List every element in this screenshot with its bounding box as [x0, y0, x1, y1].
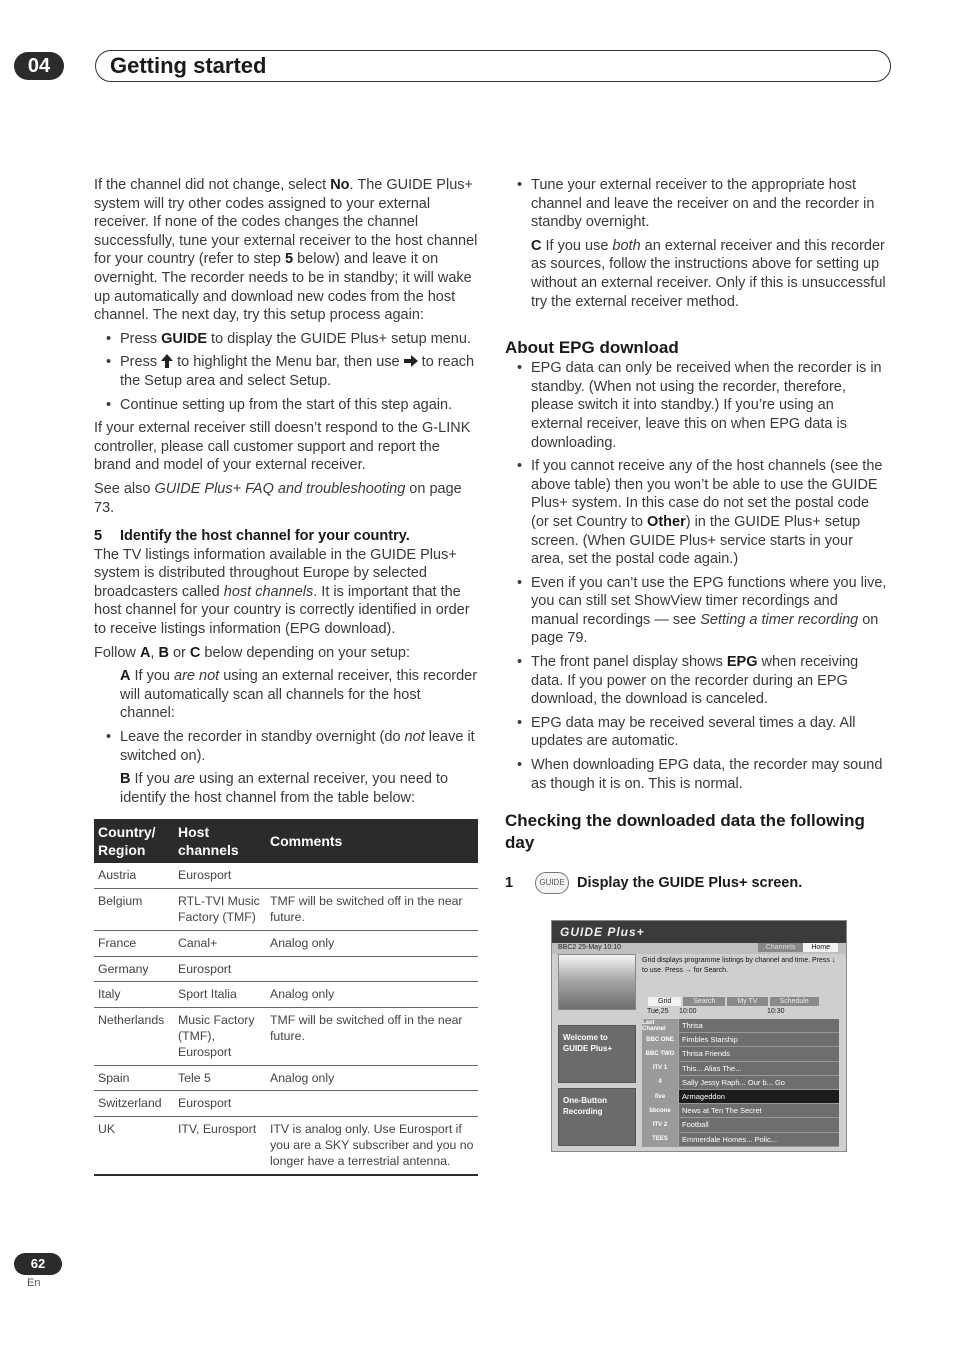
step-1-text: Display the GUIDE Plus+ screen.	[577, 874, 803, 891]
programme-cell[interactable]: Emmerdale Homes... Polic...	[678, 1133, 839, 1146]
listing-row[interactable]	[642, 1033, 839, 1047]
table-cell: RTL-TVI Music Factory (TMF)	[174, 889, 266, 931]
programme-cell[interactable]: News at Ten The Secret	[678, 1104, 839, 1117]
list-item: • Even if you can’t use the EPG functions where you live, you can still set ShowView timer recordings and manual recordings — see Setting a timer recording on page 79.	[505, 574, 889, 648]
column-header-comments: Comments	[266, 819, 478, 863]
listing-row[interactable]	[642, 1019, 839, 1033]
listings-grid	[642, 1019, 839, 1147]
table-cell: UK	[94, 1117, 174, 1175]
table-cell: TMF will be switched off in the near future.	[266, 1008, 478, 1065]
list-item: • Press to highlight the Menu bar, then use to reach the Setup area and select Setup.	[94, 353, 478, 390]
list-item: • Press GUIDE to display the GUIDE Plus+ setup menu.	[94, 330, 478, 349]
table-cell	[266, 1091, 478, 1117]
channel-info: BBC2 25-May 10:10	[558, 944, 622, 951]
table-row	[94, 1008, 478, 1065]
option-c: C If you use both an external receiver and this recorder as sources, follow the instructions above for setting up without an external receiver. Only if this is unsuccessful try the external receiver method.	[531, 237, 886, 310]
table-cell	[266, 956, 478, 982]
screenshot-top-tabs	[758, 943, 838, 952]
tab-schedule[interactable]: Schedule	[770, 997, 819, 1006]
right-column	[505, 176, 889, 894]
table-cell: ITV, Eurosport	[174, 1117, 266, 1175]
listing-row[interactable]	[642, 1090, 839, 1104]
table-cell	[266, 863, 478, 888]
table-cell: TMF will be switched off in the near future.	[266, 889, 478, 931]
table-cell: Music Factory (TMF), Eurosport	[174, 1008, 266, 1065]
chapter-number: 04	[14, 52, 64, 80]
option-b: B If you are using an external receiver, you need to identify the host channel from the table below:	[120, 771, 449, 806]
channel-logo: five	[642, 1090, 678, 1103]
tab-home[interactable]: Home	[803, 943, 838, 952]
listing-row[interactable]	[642, 1062, 839, 1076]
table-cell: Belgium	[94, 889, 174, 931]
list-item: • If you cannot receive any of the host channels (see the above table) then you won’t be able to use the GUIDE Plus+ system. In this case do not set the postal code (or set Country to Other) in the GUIDE Plus+ setup screen. (When GUIDE Plus+ service starts in your area, set the postal code again.)	[505, 457, 889, 569]
epg-download-heading: About EPG download	[505, 338, 679, 358]
list-item: • The front panel display shows EPG when receiving data. If you power on the recorder during an EPG download, the download is canceled.	[505, 653, 889, 709]
table-cell: ITV is analog only. Use Eurosport if you are a SKY subscriber and you no longer have a terrestrial antenna.	[266, 1117, 478, 1175]
listing-row[interactable]	[642, 1104, 839, 1118]
option-a: A If you are not using an external receiver, this recorder will automatically scan all channels for the host channel:	[120, 668, 478, 722]
page-number: 62	[14, 1253, 62, 1275]
checking-data-heading: Checking the downloaded data the following day	[505, 811, 865, 853]
table-row	[94, 930, 478, 956]
list-item: • When downloading EPG data, the recorder may sound as though it is on. This is normal.	[505, 756, 889, 793]
programme-cell[interactable]: Fimbles Starship	[678, 1033, 839, 1046]
help-text: Grid displays programme listings by channel and time. Press ↓ to use. Press → for Search.	[642, 957, 836, 974]
listing-row[interactable]	[642, 1076, 839, 1090]
listing-row[interactable]	[642, 1047, 839, 1061]
time-header: Tue,25 10:00 10:30	[647, 1008, 785, 1015]
list-item: • Continue setting up from the start of this step again.	[94, 396, 478, 415]
table-cell: Tele 5	[174, 1065, 266, 1091]
table-row	[94, 863, 478, 888]
tab-search[interactable]: Search	[683, 997, 725, 1006]
left-column	[94, 176, 478, 1176]
table-cell: Switzerland	[94, 1091, 174, 1117]
table-cell: Canal+	[174, 930, 266, 956]
guide-plus-logo: GUIDE Plus+	[560, 925, 645, 939]
host-channels-table	[94, 819, 478, 1175]
channel-logo: Last Channel	[642, 1019, 678, 1032]
programme-cell[interactable]: Thrisa	[678, 1019, 839, 1032]
programme-cell[interactable]: This... Alias The...	[678, 1062, 839, 1075]
recording-panel[interactable]: One-Button Recording	[558, 1088, 636, 1146]
step-number: 1	[505, 874, 514, 891]
column-header-country: Country/ Region	[94, 819, 174, 863]
preview-image	[558, 954, 636, 1010]
table-row	[94, 889, 478, 931]
table-cell: Eurosport	[174, 956, 266, 982]
arrow-up-icon	[161, 354, 173, 368]
channel-logo: bbcone	[642, 1104, 678, 1117]
programme-cell[interactable]: Football	[678, 1118, 839, 1131]
tab-grid[interactable]: Grid	[648, 997, 681, 1006]
paragraph-no-change: If the channel did not change, select No. The GUIDE Plus+ system will try other codes assigned to your external receiver. If none of the codes changes the channel successfully, tune your external receiver to the host channel for your country (refer to step 5 below) and leave it on overnight. The recorder needs to be in standby; it will wake up automatically and download new codes from the host channel. The next day, try this setup process again:	[94, 177, 478, 324]
table-cell: Analog only	[266, 982, 478, 1008]
table-cell: Spain	[94, 1065, 174, 1091]
epg-notes-list	[505, 359, 889, 793]
chapter-title: Getting started	[95, 50, 891, 82]
channel-logo: BBC ONE	[642, 1033, 678, 1046]
programme-cell[interactable]: Thrisa Friends	[678, 1047, 839, 1060]
programme-cell[interactable]: Sally Jessy Raph... Our b... Go	[678, 1076, 839, 1089]
list-item: • EPG data may be received several times a day. All updates are automatic.	[505, 714, 889, 751]
programme-cell[interactable]: Armageddon	[678, 1090, 839, 1103]
list-item: • EPG data can only be received when the recorder is in standby. (When not using the recorder, therefore, please switch it into standby.) If you’re using an external receiver, leave this on when EPG data is downloading.	[505, 359, 889, 452]
paragraph-host-channels: The TV listings information available in the GUIDE Plus+ system is distributed throughout Europe by selected broadcasters called host channels. It is important that the host channel for your country is correctly identified in order to receive listings information (EPG download).	[94, 546, 470, 638]
channel-logo: BBC TWO	[642, 1047, 678, 1060]
table-row	[94, 956, 478, 982]
step-1	[505, 872, 889, 894]
column-header-host: Host channels	[174, 819, 266, 863]
listing-row[interactable]	[642, 1118, 839, 1132]
standby-list	[94, 728, 478, 765]
table-cell: Italy	[94, 982, 174, 1008]
retry-steps-list	[94, 330, 478, 414]
paragraph-glink: If your external receiver still doesn’t respond to the G-LINK controller, please call customer support and report the brand and model of your external receiver.	[94, 420, 471, 474]
channel-logo: ITV 2	[642, 1118, 678, 1131]
table-cell: Austria	[94, 863, 174, 888]
arrow-right-icon	[404, 355, 418, 367]
table-cell: Eurosport	[174, 863, 266, 888]
table-cell: Analog only	[266, 930, 478, 956]
listing-row[interactable]	[642, 1133, 839, 1147]
table-cell: France	[94, 930, 174, 956]
list-item: • Leave the recorder in standby overnight (do not leave it switched on).	[94, 728, 478, 765]
table-row	[94, 1117, 478, 1175]
table-cell: Analog only	[266, 1065, 478, 1091]
step-5-heading: 5 Identify the host channel for your country.	[94, 528, 410, 545]
table-row	[94, 1065, 478, 1091]
tab-channels[interactable]: Channels	[758, 943, 804, 952]
screenshot-sub-tabs	[648, 997, 819, 1006]
guide-plus-screenshot	[551, 920, 847, 1152]
channel-logo: ITV 1	[642, 1062, 678, 1075]
paragraph-see-also: See also GUIDE Plus+ FAQ and troubleshooting on page 73.	[94, 480, 462, 516]
table-header-row	[94, 819, 478, 863]
table-cell: Eurosport	[174, 1091, 266, 1117]
tab-my-tv[interactable]: My TV	[727, 997, 767, 1006]
table-cell: Germany	[94, 956, 174, 982]
guide-button-icon: GUIDE	[535, 872, 569, 894]
table-cell: Netherlands	[94, 1008, 174, 1065]
channel-logo: 4	[642, 1076, 678, 1089]
language-code: En	[27, 1277, 41, 1289]
list-item: • Tune your external receiver to the appropriate host channel and leave the receiver on and the recorder in standby overnight.	[505, 176, 889, 232]
paragraph-follow: Follow A, B or C below depending on your setup:	[94, 644, 411, 661]
welcome-panel[interactable]: Welcome to GUIDE Plus+	[558, 1025, 636, 1083]
table-row	[94, 1091, 478, 1117]
table-row	[94, 982, 478, 1008]
channel-logo: TEES	[642, 1133, 678, 1146]
receiver-list	[505, 176, 889, 232]
table-cell: Sport Italia	[174, 982, 266, 1008]
